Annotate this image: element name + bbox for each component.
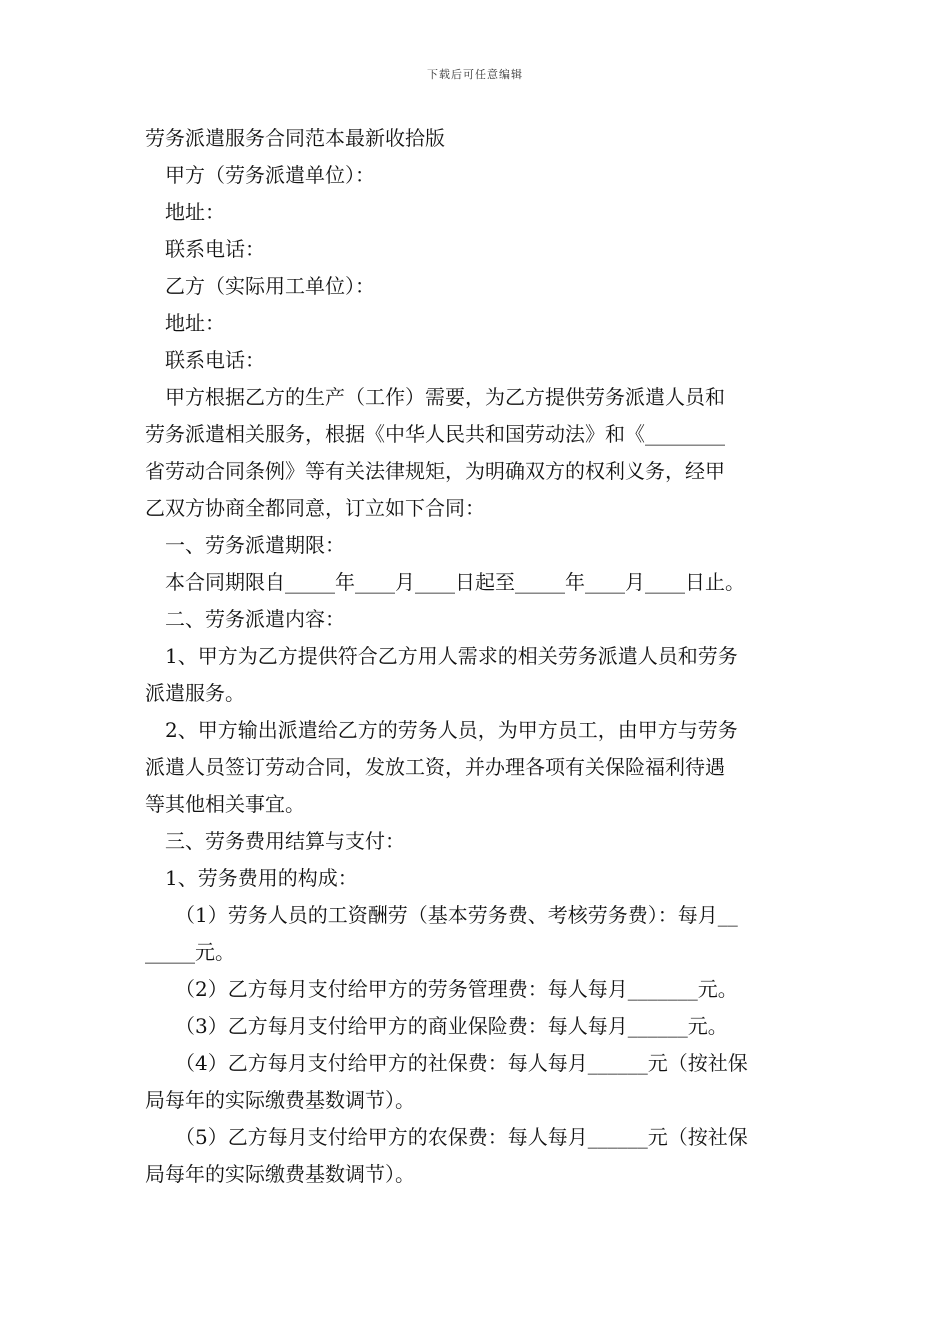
clause-line: 1、劳务费用的构成： — [165, 866, 358, 890]
party-a-address: 地址： — [165, 200, 225, 224]
party-a-label: 甲方（劳务派遣单位）： — [165, 163, 375, 187]
preamble-line: 省劳动合同条例》等有关法律规矩，为明确双方的权利义务，经甲 — [145, 459, 725, 483]
document-title: 劳务派遣服务合同范本最新收拾版 — [145, 126, 445, 150]
section-heading: 一、劳务派遣期限： — [165, 533, 345, 557]
preamble-line: 甲方根据乙方的生产（工作）需要，为乙方提供劳务派遣人员和 — [165, 385, 725, 409]
clause-line: 派遣人员签订劳动合同，发放工资，并办理各项有关保险福利待遇 — [145, 755, 725, 779]
fee-item: （2）乙方每月支付给甲方的劳务管理费：每人每月_______元。 — [175, 977, 738, 1001]
fee-item: （5）乙方每月支付给甲方的农保费：每人每月______元（按社保 — [175, 1125, 748, 1149]
fee-item: （4）乙方每月支付给甲方的社保费：每人每月______元（按社保 — [175, 1051, 748, 1075]
party-b-phone: 联系电话： — [165, 348, 265, 372]
preamble-line: 劳务派遣相关服务，根据《中华人民共和国劳动法》和《________ — [145, 422, 725, 446]
clause-line: 1、甲方为乙方提供符合乙方用人需求的相关劳务派遣人员和劳务 — [165, 644, 738, 668]
party-b-label: 乙方（实际用工单位）： — [165, 274, 375, 298]
fee-item: 局每年的实际缴费基数调节）。 — [145, 1088, 415, 1112]
clause-line: 等其他相关事宜。 — [145, 792, 305, 816]
fee-item: （3）乙方每月支付给甲方的商业保险费：每人每月______元。 — [175, 1014, 728, 1038]
clause-line: 2、甲方输出派遣给乙方的劳务人员，为甲方员工，由甲方与劳务 — [165, 718, 738, 742]
fee-item: 局每年的实际缴费基数调节）。 — [145, 1162, 415, 1186]
section-heading: 三、劳务费用结算与支付： — [165, 829, 405, 853]
header-note: 下载后可任意编辑 — [427, 68, 523, 81]
party-a-phone: 联系电话： — [165, 237, 265, 261]
section-heading: 二、劳务派遣内容： — [165, 607, 345, 631]
fee-item: （1）劳务人员的工资酬劳（基本劳务费、考核劳务费）：每月__ — [175, 903, 738, 927]
preamble-line: 乙双方协商全都同意，订立如下合同： — [145, 496, 485, 520]
term-line: 本合同期限自_____年____月____日起至_____年____月____日止。 — [165, 570, 745, 594]
fee-item: _____元。 — [145, 940, 235, 964]
document-body — [145, 120, 810, 1193]
clause-line: 派遣服务。 — [145, 681, 245, 705]
party-b-address: 地址： — [165, 311, 225, 335]
